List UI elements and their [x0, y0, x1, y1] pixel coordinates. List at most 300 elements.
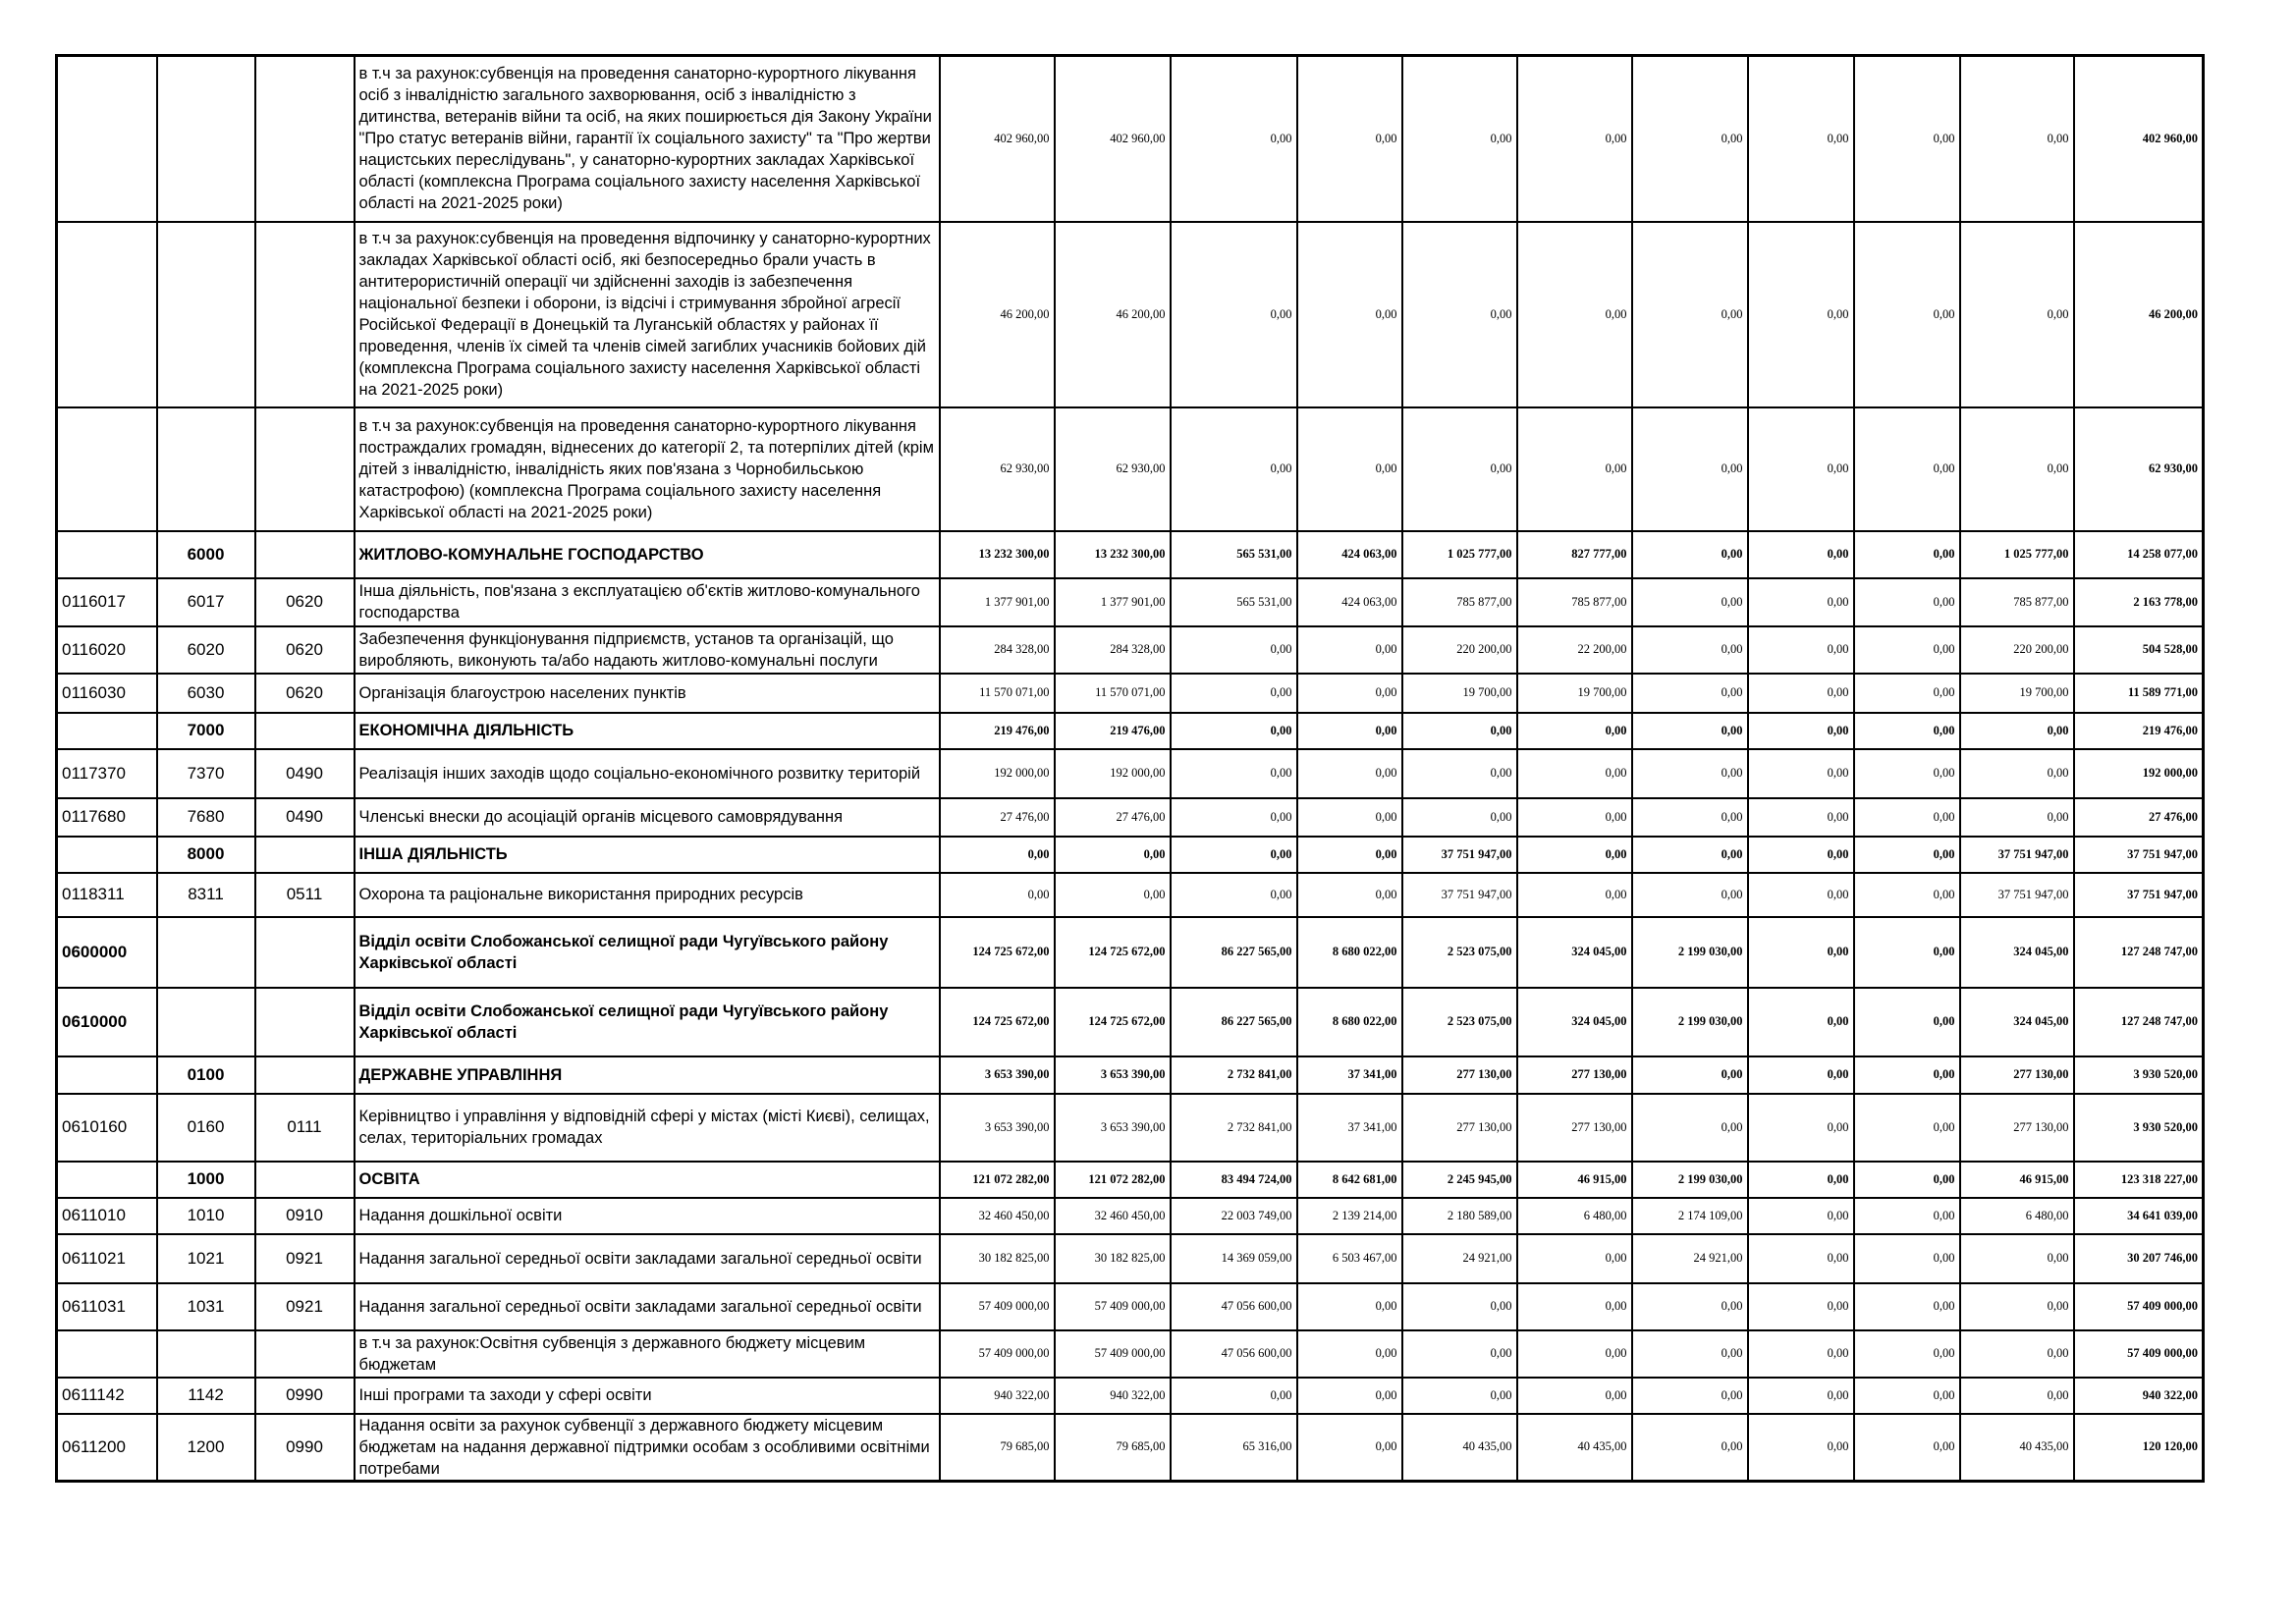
amount-cell: 0,00: [1748, 674, 1854, 713]
amount-cell: 0,00: [1960, 798, 2074, 837]
amount-cell: 0,00: [1171, 798, 1297, 837]
amount-cell: 0,00: [1748, 873, 1854, 917]
fkvk-code-cell: 0990: [255, 1414, 355, 1482]
item-name-cell: в т.ч за рахунок:субвенція на проведення відпочинку у санаторно-курортних закладах Харківської області осіб, які безпосередньо брали участь в антитерористичній операції чи здійсненні заходів із забезпечення національної безпеки і оборони, із відсічі і стримування збройної агресії Російської Федерації в Донецькій та Луганській областях у районах її проведення, членів їх сімей та членів сімей загиблих учасників бойових дій (комплексна Програма соціального захисту населення Харківської області на 2021-2025 роки): [355, 222, 940, 407]
amount-cell: 0,00: [1171, 407, 1297, 531]
amount-cell: 8 680 022,00: [1297, 988, 1402, 1056]
function-code-cell: 6020: [157, 626, 255, 674]
function-code-cell: [157, 1330, 255, 1378]
program-code-cell: 0610000: [57, 988, 157, 1056]
amount-cell: 62 930,00: [1055, 407, 1171, 531]
amount-cell: 0,00: [1748, 988, 1854, 1056]
amount-cell: 24 921,00: [1632, 1234, 1748, 1283]
amount-cell: 22 200,00: [1517, 626, 1632, 674]
amount-cell: 0,00: [1297, 1378, 1402, 1414]
total-cell: 46 200,00: [2074, 222, 2204, 407]
amount-cell: 0,00: [1402, 749, 1517, 798]
item-name-cell: ІНША ДІЯЛЬНІСТЬ: [355, 837, 940, 873]
amount-cell: 2 174 109,00: [1632, 1198, 1748, 1234]
amount-cell: 0,00: [1297, 798, 1402, 837]
total-cell: 192 000,00: [2074, 749, 2204, 798]
item-name-cell: Відділ освіти Слобожанської селищної ради Чугуївського району Харківської області: [355, 917, 940, 988]
amount-cell: 37 751 947,00: [1960, 873, 2074, 917]
item-name-cell: Членські внески до асоціацій органів місцевого самоврядування: [355, 798, 940, 837]
program-code-cell: 0116020: [57, 626, 157, 674]
total-cell: 11 589 771,00: [2074, 674, 2204, 713]
amount-cell: 0,00: [1171, 56, 1297, 222]
program-code-cell: [57, 56, 157, 222]
amount-cell: 0,00: [1748, 407, 1854, 531]
amount-cell: 0,00: [1854, 837, 1960, 873]
function-code-cell: 1021: [157, 1234, 255, 1283]
function-code-cell: 7000: [157, 713, 255, 749]
item-name-cell: в т.ч за рахунок:субвенція на проведення санаторно-курортного лікування осіб з інвалідністю загального захворювання, осіб з інвалідністю з дитинства, ветеранів війни та осіб, на яких поширюється дія Закону України "Про статус ветеранів війни, гарантії їх соціального захисту" та "Про жертви нацистських переслідувань", у санаторно-курортних закладах Харківської області (комплексна Програма соціального захисту населення Харківської області на 2021-2025 роки): [355, 56, 940, 222]
fkvk-code-cell: 0620: [255, 578, 355, 626]
table-row: [57, 798, 2204, 837]
table-row: [57, 749, 2204, 798]
amount-cell: 19 700,00: [1960, 674, 2074, 713]
item-name-cell: Надання загальної середньої освіти закладами загальної середньої освіти: [355, 1234, 940, 1283]
amount-cell: 0,00: [1960, 749, 2074, 798]
amount-cell: 0,00: [1632, 56, 1748, 222]
amount-cell: 565 531,00: [1171, 578, 1297, 626]
amount-cell: 0,00: [1748, 1162, 1854, 1198]
amount-cell: 0,00: [1960, 407, 2074, 531]
amount-cell: 0,00: [1055, 837, 1171, 873]
fkvk-code-cell: 0990: [255, 1378, 355, 1414]
item-name-cell: Надання освіти за рахунок субвенції з державного бюджету місцевим бюджетам на надання державної підтримки особам з особливими освітніми потребами: [355, 1414, 940, 1482]
amount-cell: 0,00: [1632, 749, 1748, 798]
amount-cell: 11 570 071,00: [940, 674, 1055, 713]
amount-cell: 30 182 825,00: [1055, 1234, 1171, 1283]
amount-cell: 57 409 000,00: [940, 1330, 1055, 1378]
function-code-cell: 0160: [157, 1094, 255, 1162]
amount-cell: 124 725 672,00: [1055, 988, 1171, 1056]
function-code-cell: 6017: [157, 578, 255, 626]
table-row: [57, 1330, 2204, 1378]
amount-cell: 0,00: [1854, 531, 1960, 578]
amount-cell: 3 653 390,00: [1055, 1094, 1171, 1162]
amount-cell: 0,00: [1960, 1234, 2074, 1283]
amount-cell: 0,00: [1297, 1414, 1402, 1482]
amount-cell: 0,00: [1517, 713, 1632, 749]
amount-cell: 192 000,00: [1055, 749, 1171, 798]
amount-cell: 0,00: [1854, 222, 1960, 407]
amount-cell: 0,00: [1854, 578, 1960, 626]
table-row: [57, 1414, 2204, 1482]
amount-cell: 785 877,00: [1517, 578, 1632, 626]
amount-cell: 0,00: [1960, 713, 2074, 749]
amount-cell: 86 227 565,00: [1171, 917, 1297, 988]
amount-cell: 284 328,00: [940, 626, 1055, 674]
fkvk-code-cell: [255, 56, 355, 222]
amount-cell: 32 460 450,00: [940, 1198, 1055, 1234]
amount-cell: 37 341,00: [1297, 1094, 1402, 1162]
total-cell: 37 751 947,00: [2074, 837, 2204, 873]
amount-cell: 0,00: [1748, 917, 1854, 988]
amount-cell: 277 130,00: [1517, 1094, 1632, 1162]
amount-cell: 0,00: [1854, 1234, 1960, 1283]
amount-cell: 0,00: [1854, 1056, 1960, 1094]
function-code-cell: 8311: [157, 873, 255, 917]
fkvk-code-cell: [255, 917, 355, 988]
program-code-cell: 0600000: [57, 917, 157, 988]
amount-cell: 0,00: [1632, 626, 1748, 674]
amount-cell: 0,00: [1854, 798, 1960, 837]
program-code-cell: [57, 713, 157, 749]
amount-cell: 0,00: [1854, 1162, 1960, 1198]
amount-cell: 79 685,00: [940, 1414, 1055, 1482]
amount-cell: 37 341,00: [1297, 1056, 1402, 1094]
amount-cell: 0,00: [1171, 873, 1297, 917]
table-row: [57, 407, 2204, 531]
amount-cell: 32 460 450,00: [1055, 1198, 1171, 1234]
amount-cell: 46 200,00: [1055, 222, 1171, 407]
item-name-cell: ОСВІТА: [355, 1162, 940, 1198]
amount-cell: 86 227 565,00: [1171, 988, 1297, 1056]
item-name-cell: Охорона та раціональне використання природних ресурсів: [355, 873, 940, 917]
amount-cell: 19 700,00: [1402, 674, 1517, 713]
amount-cell: 0,00: [1297, 56, 1402, 222]
amount-cell: 37 751 947,00: [1960, 837, 2074, 873]
amount-cell: 8 680 022,00: [1297, 917, 1402, 988]
fkvk-code-cell: 0490: [255, 798, 355, 837]
program-code-cell: 0611200: [57, 1414, 157, 1482]
amount-cell: 0,00: [1171, 837, 1297, 873]
item-name-cell: ЖИТЛОВО-КОМУНАЛЬНЕ ГОСПОДАРСТВО: [355, 531, 940, 578]
function-code-cell: 0100: [157, 1056, 255, 1094]
amount-cell: 0,00: [1854, 713, 1960, 749]
program-code-cell: [57, 1330, 157, 1378]
amount-cell: 0,00: [1854, 988, 1960, 1056]
amount-cell: 0,00: [1854, 56, 1960, 222]
amount-cell: 0,00: [1402, 798, 1517, 837]
program-code-cell: [57, 531, 157, 578]
amount-cell: 565 531,00: [1171, 531, 1297, 578]
amount-cell: 0,00: [1517, 1234, 1632, 1283]
amount-cell: 0,00: [1632, 1378, 1748, 1414]
total-cell: 504 528,00: [2074, 626, 2204, 674]
amount-cell: 0,00: [1171, 713, 1297, 749]
program-code-cell: 0611021: [57, 1234, 157, 1283]
budget-table: [55, 54, 2205, 1483]
amount-cell: 0,00: [1854, 1330, 1960, 1378]
amount-cell: 0,00: [1632, 798, 1748, 837]
amount-cell: 0,00: [1748, 713, 1854, 749]
item-name-cell: Організація благоустрою населених пунктів: [355, 674, 940, 713]
program-code-cell: 0611031: [57, 1283, 157, 1330]
amount-cell: 0,00: [1748, 798, 1854, 837]
amount-cell: 0,00: [1297, 749, 1402, 798]
table-row: [57, 531, 2204, 578]
amount-cell: 0,00: [1748, 1198, 1854, 1234]
amount-cell: 46 915,00: [1960, 1162, 2074, 1198]
amount-cell: 40 435,00: [1402, 1414, 1517, 1482]
table-row: [57, 873, 2204, 917]
amount-cell: 3 653 390,00: [940, 1094, 1055, 1162]
amount-cell: 0,00: [1517, 407, 1632, 531]
amount-cell: 0,00: [1171, 222, 1297, 407]
amount-cell: 0,00: [1748, 1056, 1854, 1094]
amount-cell: 0,00: [1632, 674, 1748, 713]
function-code-cell: 1010: [157, 1198, 255, 1234]
program-code-cell: 0611142: [57, 1378, 157, 1414]
program-code-cell: 0610160: [57, 1094, 157, 1162]
amount-cell: 1 025 777,00: [1960, 531, 2074, 578]
amount-cell: 827 777,00: [1517, 531, 1632, 578]
amount-cell: 0,00: [1748, 222, 1854, 407]
amount-cell: 219 476,00: [1055, 713, 1171, 749]
function-code-cell: 7680: [157, 798, 255, 837]
fkvk-code-cell: 0511: [255, 873, 355, 917]
amount-cell: 0,00: [1517, 1283, 1632, 1330]
table-row: [57, 917, 2204, 988]
amount-cell: 0,00: [1748, 1234, 1854, 1283]
table-row: [57, 837, 2204, 873]
amount-cell: 0,00: [1748, 837, 1854, 873]
item-name-cell: Надання загальної середньої освіти закладами загальної середньої освіти: [355, 1283, 940, 1330]
amount-cell: 219 476,00: [940, 713, 1055, 749]
amount-cell: 0,00: [1171, 674, 1297, 713]
amount-cell: 1 025 777,00: [1402, 531, 1517, 578]
amount-cell: 0,00: [1517, 1330, 1632, 1378]
amount-cell: 0,00: [940, 837, 1055, 873]
amount-cell: 0,00: [1632, 1283, 1748, 1330]
fkvk-code-cell: [255, 1330, 355, 1378]
item-name-cell: Відділ освіти Слобожанської селищної ради Чугуївського району Харківської області: [355, 988, 940, 1056]
amount-cell: 277 130,00: [1402, 1094, 1517, 1162]
function-code-cell: [157, 988, 255, 1056]
amount-cell: 0,00: [1297, 626, 1402, 674]
amount-cell: 0,00: [1297, 873, 1402, 917]
table-row: [57, 1283, 2204, 1330]
function-code-cell: 1142: [157, 1378, 255, 1414]
amount-cell: 0,00: [1055, 873, 1171, 917]
amount-cell: 22 003 749,00: [1171, 1198, 1297, 1234]
amount-cell: 0,00: [1402, 1283, 1517, 1330]
amount-cell: 0,00: [1960, 56, 2074, 222]
amount-cell: 47 056 600,00: [1171, 1283, 1297, 1330]
amount-cell: 0,00: [1854, 1414, 1960, 1482]
total-cell: 30 207 746,00: [2074, 1234, 2204, 1283]
table-row: [57, 56, 2204, 222]
item-name-cell: Керівництво і управління у відповідній сфері у містах (місті Києві), селищах, селах, територіальних громадах: [355, 1094, 940, 1162]
program-code-cell: [57, 837, 157, 873]
amount-cell: 2 199 030,00: [1632, 988, 1748, 1056]
item-name-cell: Забезпечення функціонування підприємств, установ та організацій, що виробляють, виконують та/або надають житлово-комунальні послуги: [355, 626, 940, 674]
amount-cell: 0,00: [1854, 407, 1960, 531]
amount-cell: 424 063,00: [1297, 531, 1402, 578]
amount-cell: 13 232 300,00: [1055, 531, 1171, 578]
amount-cell: 324 045,00: [1960, 917, 2074, 988]
program-code-cell: 0117680: [57, 798, 157, 837]
table-row: [57, 1162, 2204, 1198]
amount-cell: 65 316,00: [1171, 1414, 1297, 1482]
amount-cell: 0,00: [1632, 578, 1748, 626]
amount-cell: 2 523 075,00: [1402, 917, 1517, 988]
total-cell: 57 409 000,00: [2074, 1283, 2204, 1330]
amount-cell: 3 653 390,00: [1055, 1056, 1171, 1094]
total-cell: 3 930 520,00: [2074, 1056, 2204, 1094]
fkvk-code-cell: [255, 988, 355, 1056]
amount-cell: 13 232 300,00: [940, 531, 1055, 578]
amount-cell: 121 072 282,00: [1055, 1162, 1171, 1198]
amount-cell: 277 130,00: [1517, 1056, 1632, 1094]
amount-cell: 0,00: [1402, 407, 1517, 531]
amount-cell: 785 877,00: [1402, 578, 1517, 626]
program-code-cell: [57, 407, 157, 531]
amount-cell: 2 199 030,00: [1632, 1162, 1748, 1198]
item-name-cell: Надання дошкільної освіти: [355, 1198, 940, 1234]
total-cell: 27 476,00: [2074, 798, 2204, 837]
amount-cell: 0,00: [1960, 1378, 2074, 1414]
amount-cell: 0,00: [1297, 407, 1402, 531]
amount-cell: 14 369 059,00: [1171, 1234, 1297, 1283]
program-code-cell: 0611010: [57, 1198, 157, 1234]
table-row: [57, 626, 2204, 674]
amount-cell: 785 877,00: [1960, 578, 2074, 626]
total-cell: 127 248 747,00: [2074, 988, 2204, 1056]
amount-cell: 220 200,00: [1960, 626, 2074, 674]
amount-cell: 0,00: [1960, 1283, 2074, 1330]
amount-cell: 0,00: [1854, 1094, 1960, 1162]
amount-cell: 0,00: [1297, 674, 1402, 713]
table-row: [57, 674, 2204, 713]
amount-cell: 324 045,00: [1517, 988, 1632, 1056]
program-code-cell: 0116017: [57, 578, 157, 626]
total-cell: 940 322,00: [2074, 1378, 2204, 1414]
amount-cell: 27 476,00: [1055, 798, 1171, 837]
amount-cell: 2 732 841,00: [1171, 1094, 1297, 1162]
amount-cell: 0,00: [1297, 837, 1402, 873]
amount-cell: 19 700,00: [1517, 674, 1632, 713]
fkvk-code-cell: 0620: [255, 626, 355, 674]
amount-cell: 0,00: [1960, 222, 2074, 407]
amount-cell: 940 322,00: [1055, 1378, 1171, 1414]
amount-cell: 8 642 681,00: [1297, 1162, 1402, 1198]
fkvk-code-cell: [255, 713, 355, 749]
program-code-cell: [57, 1056, 157, 1094]
amount-cell: 940 322,00: [940, 1378, 1055, 1414]
amount-cell: 277 130,00: [1960, 1094, 2074, 1162]
amount-cell: 0,00: [1854, 917, 1960, 988]
amount-cell: 0,00: [1854, 873, 1960, 917]
table-row: [57, 713, 2204, 749]
amount-cell: 2 199 030,00: [1632, 917, 1748, 988]
program-code-cell: 0118311: [57, 873, 157, 917]
fkvk-code-cell: 0921: [255, 1283, 355, 1330]
amount-cell: 424 063,00: [1297, 578, 1402, 626]
amount-cell: 40 435,00: [1960, 1414, 2074, 1482]
amount-cell: 40 435,00: [1517, 1414, 1632, 1482]
total-cell: 62 930,00: [2074, 407, 2204, 531]
amount-cell: 2 732 841,00: [1171, 1056, 1297, 1094]
amount-cell: 0,00: [1632, 837, 1748, 873]
amount-cell: 3 653 390,00: [940, 1056, 1055, 1094]
amount-cell: 0,00: [1854, 674, 1960, 713]
function-code-cell: 6030: [157, 674, 255, 713]
function-code-cell: 1031: [157, 1283, 255, 1330]
amount-cell: 0,00: [1748, 531, 1854, 578]
amount-cell: 277 130,00: [1402, 1056, 1517, 1094]
fkvk-code-cell: [255, 1056, 355, 1094]
function-code-cell: 1200: [157, 1414, 255, 1482]
amount-cell: 30 182 825,00: [940, 1234, 1055, 1283]
amount-cell: 0,00: [1297, 1330, 1402, 1378]
total-cell: 219 476,00: [2074, 713, 2204, 749]
amount-cell: 124 725 672,00: [940, 988, 1055, 1056]
amount-cell: 37 751 947,00: [1402, 873, 1517, 917]
amount-cell: 0,00: [1171, 1378, 1297, 1414]
amount-cell: 402 960,00: [1055, 56, 1171, 222]
fkvk-code-cell: [255, 222, 355, 407]
amount-cell: 0,00: [1854, 626, 1960, 674]
function-code-cell: [157, 917, 255, 988]
item-name-cell: в т.ч за рахунок:субвенція на проведення санаторно-курортного лікування постраждалих громадян, віднесених до категорії 2, та потерпілих дітей (крім дітей з інвалідністю, інвалідність яких пов'язана з Чорнобильською катастрофою) (комплексна Програма соціального захисту населення Харківської області на 2021-2025 роки): [355, 407, 940, 531]
amount-cell: 57 409 000,00: [1055, 1330, 1171, 1378]
total-cell: 402 960,00: [2074, 56, 2204, 222]
amount-cell: 0,00: [1748, 1330, 1854, 1378]
amount-cell: 0,00: [1854, 1378, 1960, 1414]
amount-cell: 0,00: [1517, 56, 1632, 222]
amount-cell: 2 180 589,00: [1402, 1198, 1517, 1234]
fkvk-code-cell: 0620: [255, 674, 355, 713]
amount-cell: 0,00: [1402, 713, 1517, 749]
amount-cell: 47 056 600,00: [1171, 1330, 1297, 1378]
amount-cell: 124 725 672,00: [1055, 917, 1171, 988]
amount-cell: 0,00: [1171, 749, 1297, 798]
amount-cell: 0,00: [1517, 222, 1632, 407]
amount-cell: 46 915,00: [1517, 1162, 1632, 1198]
total-cell: 34 641 039,00: [2074, 1198, 2204, 1234]
amount-cell: 0,00: [940, 873, 1055, 917]
amount-cell: 57 409 000,00: [1055, 1283, 1171, 1330]
amount-cell: 0,00: [1748, 1378, 1854, 1414]
fkvk-code-cell: [255, 531, 355, 578]
total-cell: 3 930 520,00: [2074, 1094, 2204, 1162]
amount-cell: 57 409 000,00: [940, 1283, 1055, 1330]
amount-cell: 0,00: [1632, 1056, 1748, 1094]
amount-cell: 324 045,00: [1960, 988, 2074, 1056]
amount-cell: 0,00: [1632, 873, 1748, 917]
amount-cell: 0,00: [1402, 1330, 1517, 1378]
total-cell: 120 120,00: [2074, 1414, 2204, 1482]
function-code-cell: [157, 222, 255, 407]
amount-cell: 0,00: [1748, 578, 1854, 626]
fkvk-code-cell: 0910: [255, 1198, 355, 1234]
amount-cell: 0,00: [1402, 1378, 1517, 1414]
amount-cell: 2 139 214,00: [1297, 1198, 1402, 1234]
amount-cell: 11 570 071,00: [1055, 674, 1171, 713]
amount-cell: 1 377 901,00: [1055, 578, 1171, 626]
function-code-cell: [157, 56, 255, 222]
amount-cell: 324 045,00: [1517, 917, 1632, 988]
amount-cell: 0,00: [1517, 749, 1632, 798]
amount-cell: 37 751 947,00: [1402, 837, 1517, 873]
amount-cell: 0,00: [1632, 407, 1748, 531]
amount-cell: 220 200,00: [1402, 626, 1517, 674]
amount-cell: 79 685,00: [1055, 1414, 1171, 1482]
function-code-cell: 1000: [157, 1162, 255, 1198]
amount-cell: 124 725 672,00: [940, 917, 1055, 988]
amount-cell: 0,00: [1402, 56, 1517, 222]
amount-cell: 0,00: [1297, 1283, 1402, 1330]
amount-cell: 0,00: [1748, 56, 1854, 222]
amount-cell: 0,00: [1632, 1330, 1748, 1378]
amount-cell: 0,00: [1517, 798, 1632, 837]
item-name-cell: в т.ч за рахунок:Освітня субвенція з державного бюджету місцевим бюджетам: [355, 1330, 940, 1378]
total-cell: 2 163 778,00: [2074, 578, 2204, 626]
